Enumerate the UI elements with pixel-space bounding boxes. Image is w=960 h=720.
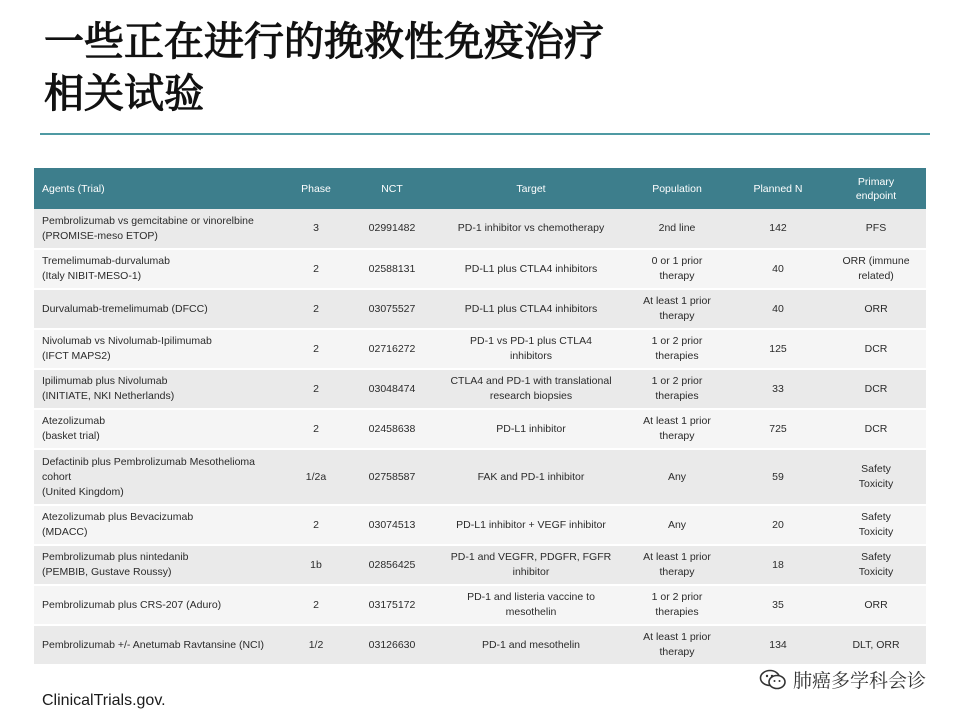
table-row	[34, 449, 926, 505]
cell-endpoint	[826, 249, 926, 289]
cell-agents-line: Pembrolizumab plus CRS-207 (Aduro)	[42, 598, 222, 611]
cell-population	[624, 289, 730, 329]
cell-population-line: therapy	[659, 430, 695, 442]
cell-population-line: Any	[667, 470, 687, 483]
header-endpoint-line-2: endpoint	[855, 189, 897, 202]
cell-endpoint-line: related)	[858, 270, 894, 282]
cell-target-line: research biopsies	[489, 390, 573, 402]
cell-agents-line: Pembrolizumab plus nintedanib	[42, 551, 189, 563]
cell-target	[438, 249, 624, 289]
cell-population	[624, 505, 730, 545]
cell-target	[438, 289, 624, 329]
cell-target-line: PD-1 inhibitor vs chemotherapy	[457, 222, 605, 234]
cell-population	[624, 209, 730, 249]
cell-population-line: 2nd line	[658, 222, 696, 234]
cell-agents	[34, 329, 286, 369]
cell-planned-n: 35	[730, 585, 826, 625]
cell-target-line: PD-L1 plus CTLA4 inhibitors	[464, 262, 598, 275]
cell-nct: 03175172	[346, 585, 438, 625]
title-divider	[40, 133, 930, 135]
header-planned-n: Planned N	[730, 168, 826, 209]
table-row	[34, 409, 926, 449]
cell-population-line: At least 1 prior	[643, 295, 711, 307]
cell-endpoint	[826, 329, 926, 369]
cell-agents-line: cohort	[42, 470, 72, 483]
cell-phase: 2	[286, 409, 346, 449]
cell-population-line: At least 1 prior	[643, 415, 711, 427]
cell-planned-n: 33	[730, 369, 826, 409]
trials-table	[34, 168, 926, 666]
cell-endpoint-line: Safety	[861, 511, 891, 523]
cell-population-line: 1 or 2 prior	[651, 335, 703, 347]
cell-population-line: 1 or 2 prior	[651, 375, 703, 387]
cell-endpoint-line: DCR	[864, 422, 888, 435]
cell-phase: 1b	[286, 545, 346, 585]
cell-target	[438, 369, 624, 409]
cell-population	[624, 249, 730, 289]
cell-nct: 03126630	[346, 625, 438, 665]
cell-agents-line: (Italy NIBIT-MESO-1)	[42, 270, 142, 282]
cell-endpoint	[826, 449, 926, 505]
cell-agents	[34, 545, 286, 585]
cell-target-line: PD-1 and mesothelin	[481, 638, 581, 651]
cell-population-line: therapies	[655, 350, 699, 362]
cell-target-line: PD-L1 inhibitor + VEGF inhibitor	[456, 518, 606, 531]
table-row	[34, 585, 926, 625]
cell-nct: 02758587	[346, 449, 438, 505]
cell-agents-line: (United Kingdom)	[42, 485, 124, 498]
cell-agents	[34, 289, 286, 329]
cell-agents	[34, 209, 286, 249]
cell-nct: 03074513	[346, 505, 438, 545]
cell-target	[438, 505, 624, 545]
cell-endpoint	[826, 585, 926, 625]
cell-planned-n: 59	[730, 449, 826, 505]
cell-target-line: PD-L1 plus CTLA4 inhibitors	[464, 302, 598, 315]
cell-planned-n: 18	[730, 545, 826, 585]
cell-endpoint-line: Toxicity	[858, 566, 894, 578]
cell-target	[438, 329, 624, 369]
cell-agents-line: Defactinib plus Pembrolizumab Mesothelioma	[42, 455, 256, 468]
cell-nct: 02716272	[346, 329, 438, 369]
cell-phase: 2	[286, 505, 346, 545]
cell-target-line: mesothelin	[505, 606, 557, 618]
cell-agents-line: Atezolizumab	[42, 415, 106, 427]
cell-agents	[34, 369, 286, 409]
cell-endpoint	[826, 505, 926, 545]
cell-nct: 03048474	[346, 369, 438, 409]
cell-endpoint-line: Toxicity	[858, 478, 894, 490]
cell-agents-line: Ipilimumab plus Nivolumab	[42, 375, 168, 387]
cell-agents	[34, 449, 286, 505]
cell-phase: 2	[286, 369, 346, 409]
table-body	[34, 209, 926, 665]
header-phase: Phase	[286, 168, 346, 209]
cell-agents	[34, 585, 286, 625]
cell-endpoint-line: ORR	[864, 598, 888, 611]
cell-endpoint-line: Toxicity	[858, 526, 894, 538]
table-row	[34, 545, 926, 585]
cell-target-line: PD-1 vs PD-1 plus CTLA4	[470, 335, 592, 347]
cell-agents-line: (IFCT MAPS2)	[42, 350, 111, 362]
cell-phase: 2	[286, 329, 346, 369]
cell-target-line: PD-L1 inhibitor	[496, 422, 566, 435]
cell-endpoint	[826, 289, 926, 329]
cell-planned-n: 40	[730, 289, 826, 329]
cell-agents-line: Durvalumab-tremelimumab (DFCC)	[42, 302, 208, 315]
cell-population	[624, 449, 730, 505]
cell-population-line: At least 1 prior	[643, 631, 711, 643]
cell-agents	[34, 409, 286, 449]
table-row	[34, 625, 926, 665]
cell-endpoint	[826, 625, 926, 665]
cell-population	[624, 585, 730, 625]
header-population: Population	[624, 168, 730, 209]
cell-target	[438, 545, 624, 585]
cell-endpoint-line: DCR	[864, 382, 888, 395]
cell-agents	[34, 505, 286, 545]
cell-population-line: At least 1 prior	[643, 551, 711, 563]
cell-agents-line: (MDACC)	[42, 526, 88, 538]
cell-population-line: Any	[667, 518, 687, 531]
cell-population-line: therapy	[659, 646, 695, 658]
cell-phase: 3	[286, 209, 346, 249]
cell-population-line: therapy	[659, 270, 695, 282]
cell-endpoint-line: DLT, ORR	[852, 638, 900, 651]
cell-population-line: 0 or 1 prior	[651, 255, 703, 267]
cell-target-line: inhibitor	[512, 566, 550, 578]
cell-agents-line: Tremelimumab-durvalumab	[42, 255, 170, 267]
cell-phase: 1/2	[286, 625, 346, 665]
header-nct: NCT	[346, 168, 438, 209]
cell-planned-n: 142	[730, 209, 826, 249]
cell-agents-line: Pembrolizumab vs gemcitabine or vinorelbine	[42, 214, 254, 227]
cell-planned-n: 40	[730, 249, 826, 289]
table-row	[34, 209, 926, 249]
cell-nct: 02458638	[346, 409, 438, 449]
cell-agents-line: (PEMBIB, Gustave Roussy)	[42, 566, 172, 578]
cell-planned-n: 134	[730, 625, 826, 665]
cell-population	[624, 545, 730, 585]
cell-target	[438, 585, 624, 625]
cell-target	[438, 625, 624, 665]
table-header-row	[34, 168, 926, 209]
cell-target-line: inhibitors	[509, 350, 553, 362]
header-endpoint-line-1: Primary	[857, 175, 895, 188]
cell-agents-line: (INITIATE, NKI Netherlands)	[42, 390, 175, 402]
cell-target	[438, 449, 624, 505]
cell-phase: 2	[286, 289, 346, 329]
cell-planned-n: 725	[730, 409, 826, 449]
cell-target-line: PD-1 and VEGFR, PDGFR, FGFR	[450, 551, 612, 563]
cell-population-line: therapy	[659, 566, 695, 578]
cell-population-line: therapies	[655, 606, 699, 618]
header-target: Target	[438, 168, 624, 209]
cell-endpoint	[826, 369, 926, 409]
cell-planned-n: 125	[730, 329, 826, 369]
cell-agents-line: (PROMISE-meso ETOP)	[42, 229, 158, 242]
cell-target-line: FAK and PD-1 inhibitor	[477, 470, 585, 483]
cell-agents	[34, 249, 286, 289]
cell-nct: 02856425	[346, 545, 438, 585]
cell-nct: 02991482	[346, 209, 438, 249]
cell-endpoint-line: PFS	[865, 222, 887, 234]
cell-population-line: therapy	[659, 310, 695, 322]
wechat-icon	[759, 668, 787, 692]
table-row	[34, 289, 926, 329]
cell-agents-line: (basket trial)	[42, 430, 100, 442]
cell-nct: 02588131	[346, 249, 438, 289]
cell-target	[438, 209, 624, 249]
cell-phase: 2	[286, 249, 346, 289]
cell-phase: 1/2a	[286, 449, 346, 505]
cell-nct: 03075527	[346, 289, 438, 329]
trials-table-container	[34, 168, 926, 666]
cell-population-line: 1 or 2 prior	[651, 591, 703, 603]
cell-endpoint	[826, 545, 926, 585]
cell-target-line: PD-1 and listeria vaccine to	[467, 591, 595, 603]
table-row	[34, 249, 926, 289]
cell-agents-line: Nivolumab vs Nivolumab-Ipilimumab	[42, 335, 212, 347]
cell-planned-n: 20	[730, 505, 826, 545]
slide-title	[44, 16, 924, 120]
slide-title-line-1: 一些正在进行的挽救性免疫治疗	[44, 19, 604, 65]
cell-population	[624, 409, 730, 449]
cell-agents-line: Atezolizumab plus Bevacizumab	[42, 511, 194, 523]
wechat-watermark	[755, 664, 930, 695]
slide-title-line-2: 相关试验	[44, 71, 204, 117]
cell-target-line: CTLA4 and PD-1 with translational	[450, 375, 612, 387]
cell-agents-line: Pembrolizumab +/- Anetumab Ravtansine (NCI)	[42, 638, 265, 651]
header-agents: Agents (Trial)	[34, 168, 286, 209]
cell-endpoint-line: Safety	[861, 551, 891, 563]
cell-endpoint-line: ORR (immune	[842, 255, 910, 267]
cell-endpoint-line: ORR	[864, 302, 888, 315]
cell-population	[624, 625, 730, 665]
cell-endpoint	[826, 209, 926, 249]
cell-endpoint-line: DCR	[864, 342, 888, 355]
cell-endpoint	[826, 409, 926, 449]
cell-target	[438, 409, 624, 449]
cell-phase: 2	[286, 585, 346, 625]
cell-population	[624, 329, 730, 369]
cell-population	[624, 369, 730, 409]
header-primary-endpoint	[826, 168, 926, 209]
watermark-text: 肺癌多学科会诊	[792, 670, 926, 692]
table-row	[34, 369, 926, 409]
cell-population-line: therapies	[655, 390, 699, 402]
cell-agents	[34, 625, 286, 665]
table-header	[34, 168, 926, 209]
source-citation: ClinicalTrials.gov.	[42, 692, 166, 709]
table-row	[34, 329, 926, 369]
table-row	[34, 505, 926, 545]
cell-endpoint-line: Safety	[861, 463, 891, 475]
